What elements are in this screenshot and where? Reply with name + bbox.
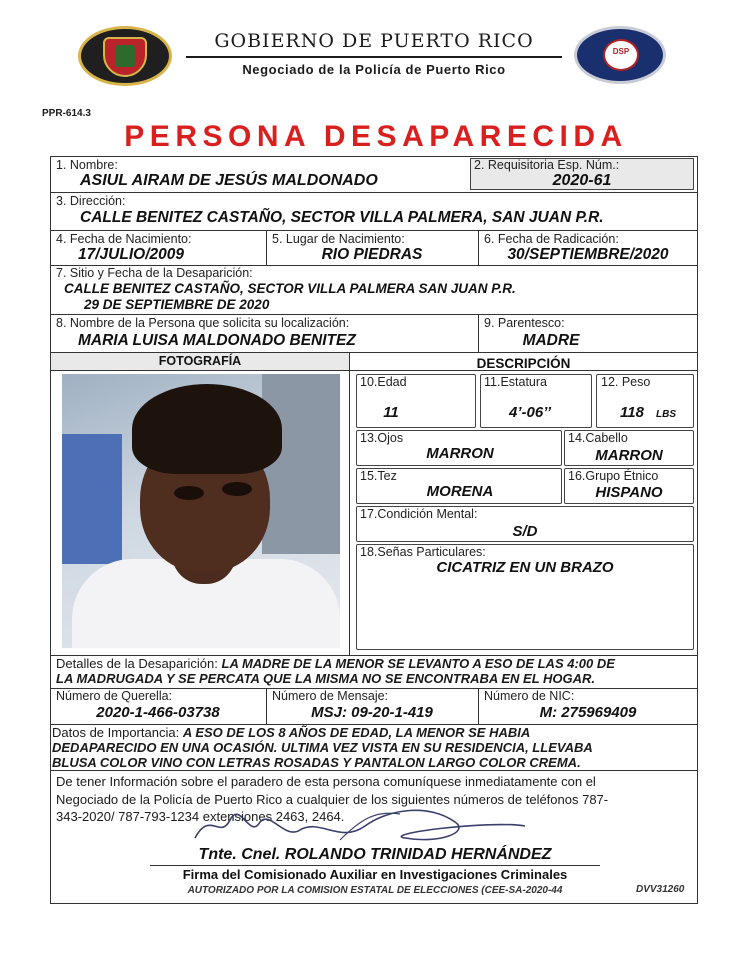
sitio-label: 7. Sitio y Fecha de la Desaparición: [56, 266, 253, 280]
peso-label: 12. Peso [601, 375, 651, 389]
peso-value: 118 [620, 404, 644, 421]
querella-value: 2020-1-466-03738 [96, 704, 220, 721]
parentesco-label: 9. Parentesco: [484, 316, 565, 330]
row-divider [50, 230, 698, 231]
detalles-block-line2 [56, 671, 696, 686]
nombre-value: ASIUL AIRAM DE JESÚS MALDONADO [80, 172, 378, 189]
peso-unit: LBS [656, 409, 676, 420]
tez-label: 15.Tez [360, 469, 397, 483]
police-bureau-subtitle: Negociado de la Policía de Puerto Rico [242, 62, 506, 77]
cee-authorization: AUTORIZADO POR LA COMISION ESTATAL DE ELECCIONES (CEE-SA-2020-44 [187, 885, 563, 896]
importancia-line2: DEDAPARECIDO EN UNA OCASIÓN. ULTIMA VEZ VISTA EN SU RESIDENCIA, LLEVABA [52, 740, 593, 755]
tez-value: MORENA [426, 483, 494, 500]
importancia-line1: A ESO DE LOS 8 AÑOS DE EDAD, LA MENOR SE HABIA [182, 725, 531, 740]
row-divider [50, 770, 698, 771]
nombre-label: 1. Nombre: [56, 158, 118, 172]
detalles-block [56, 656, 696, 671]
direccion-value: CALLE BENITEZ CASTAÑO, SECTOR VILLA PALMERA, SAN JUAN P.R. [80, 209, 604, 226]
contacto-line1: De tener Información sobre el paradero de esta persona comuníquese inmediatamente con el [56, 774, 596, 789]
requisitoria-value: 2020-61 [552, 172, 612, 189]
dsp-seal [574, 26, 666, 84]
querella-label: Número de Querella: [56, 689, 173, 703]
ojos-label: 13.Ojos [360, 431, 404, 445]
solicitante-label: 8. Nombre de la Persona que solicita su localización: [56, 316, 350, 330]
lugar-label: 5. Lugar de Nacimiento: [272, 232, 405, 246]
senas-label: 18.Señas Particulares: [360, 545, 486, 559]
edad-label: 10.Edad [360, 375, 407, 389]
handwritten-signature [190, 800, 530, 850]
signer-title: Firma del Comisionado Auxiliar en Investigaciones Criminales [182, 867, 568, 882]
detalles-text-line2: LA MADRUGADA Y SE PERCATA QUE LA MISMA NO SE ENCONTRABA EN EL HOGAR. [56, 671, 596, 686]
detalles-text-line1: LA MADRE DE LA MENOR SE LEVANTO A ESO DE LAS 4:00 DE [221, 656, 615, 671]
mensaje-label: Número de Mensaje: [272, 689, 389, 703]
shield-icon [115, 45, 135, 67]
mensaje-value: MSJ: 09-20-1-419 [311, 704, 433, 721]
mental-label: 17.Condición Mental: [360, 507, 478, 521]
missing-person-photo [62, 374, 340, 648]
nacimiento-label: 4. Fecha de Nacimiento: [56, 232, 192, 246]
signature-line [150, 865, 600, 866]
edad-value: 11 [383, 404, 399, 421]
ojos-value: MARRON [426, 445, 494, 462]
cabello-value: MARRON [595, 447, 663, 464]
nacimiento-value: 17/JULIO/2009 [78, 246, 184, 263]
column-divider [349, 352, 350, 655]
importancia-label: Datos de Importancia: [52, 725, 180, 740]
row-divider [50, 192, 698, 193]
estatura-label: 11.Estatura [484, 375, 548, 389]
lugar-value: RIO PIEDRAS [321, 246, 423, 263]
nic-label: Número de NIC: [484, 689, 575, 703]
nic-value: M: 275969409 [539, 704, 637, 721]
contacto-line3: 343-2020/ 787-793-1234 extensiones 2463, 2464. [56, 809, 345, 824]
requisitoria-label: 2. Requisitoria Esp. Núm.: [474, 158, 620, 172]
puerto-rico-government-seal [78, 26, 172, 86]
header-divider [186, 56, 562, 58]
direccion-label: 3. Dirección: [56, 194, 126, 208]
sitio-value-line2: 29 DE SEPTIEMBRE DE 2020 [84, 297, 270, 312]
cabello-label: 14.Cabello [568, 431, 628, 445]
foto-header: FOTOGRAFÍA [158, 354, 242, 368]
detalles-label: Detalles de la Desaparición: [56, 656, 218, 671]
radicacion-value: 30/SEPTIEMBRE/2020 [507, 246, 669, 263]
etnico-label: 16.Grupo Étnico [568, 469, 659, 483]
importancia-block-line2 [52, 740, 698, 755]
importancia-block-line3 [52, 755, 698, 770]
importancia-block [52, 725, 698, 740]
document-code: DVV31260 [636, 884, 685, 895]
form-code: PPR-614.3 [42, 108, 91, 119]
solicitante-value: MARIA LUISA MALDONADO BENITEZ [78, 332, 356, 349]
etnico-value: HISPANO [595, 484, 663, 501]
row-divider [50, 314, 698, 315]
importancia-line3: BLUSA COLOR VINO CON LETRAS ROSADAS Y PANTALON LARGO COLOR CREMA. [52, 755, 581, 770]
parentesco-value: MADRE [522, 332, 580, 349]
signer-name: Tnte. Cnel. ROLANDO TRINIDAD HERNÁNDEZ [198, 846, 552, 863]
radicacion-label: 6. Fecha de Radicación: [484, 232, 619, 246]
estatura-value: 4’-06’’ [509, 404, 551, 421]
government-title: GOBIERNO DE PUERTO RICO [214, 30, 534, 52]
dsp-seal-label: DSP [612, 47, 630, 56]
descripcion-header: DESCRIPCIÓN [476, 356, 571, 371]
contacto-line2: Negociado de la Policía de Puerto Rico a cualquier de los siguientes números de teléfonos 787- [56, 792, 609, 807]
document-title: PERSONA DESAPARECIDA [124, 120, 628, 153]
mental-value: S/D [512, 523, 538, 540]
senas-value: CICATRIZ EN UN BRAZO [436, 559, 614, 576]
sitio-value-line1: CALLE BENITEZ CASTAÑO, SECTOR VILLA PALMERA SAN JUAN P.R. [64, 281, 516, 296]
